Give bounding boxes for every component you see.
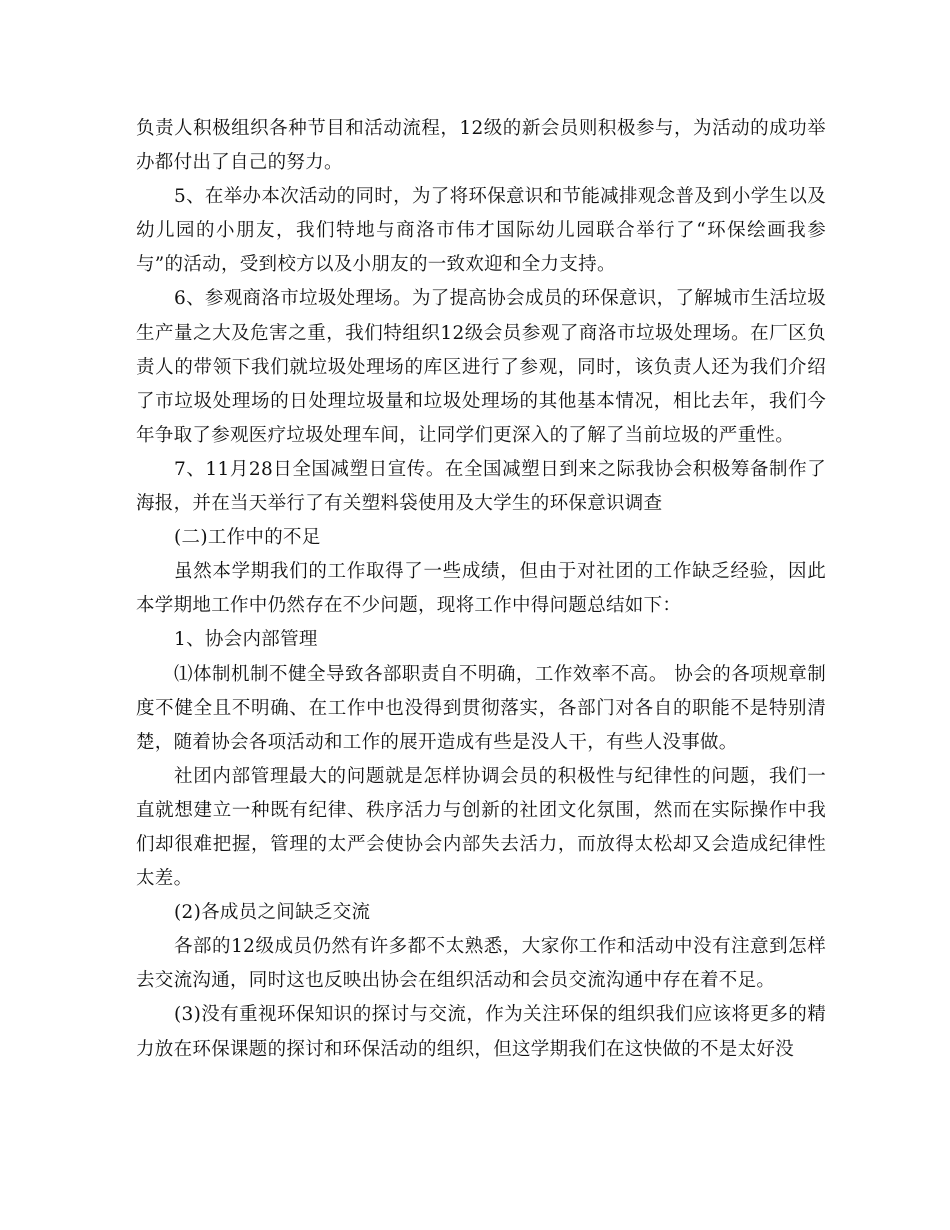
section-heading-shortcomings: (二)工作中的不足 — [174, 527, 321, 549]
subheading-internal-management: 1、协会内部管理 — [174, 629, 318, 651]
paragraph-institution-issue: ⑴体制机制不健全导致各部职责自不明确，工作效率不高。 协会的各项规章制度不健全且不明确、在工作中也没得到贯彻落实，各部门对各自的职能不是特别清楚，随着协会各项活动和工作的展开造成有些是没人干，有些人没事做。 — [136, 663, 826, 753]
paragraph-item-5: 5、在举办本次活动的同时，为了将环保意识和节能减排观念普及到小学生以及幼儿园的小朋友，我们特地与商洛市伟才国际幼儿园联合举行了“环保绘画我参与”的活动，受到校方以及小朋友的一致欢迎和全力支持。 — [136, 186, 826, 276]
document-body — [136, 112, 826, 1067]
paragraph-continuation: 负责人积极组织各种节目和活动流程，12级的新会员则积极参与，为活动的成功举办都付出了自己的努力。 — [136, 118, 826, 174]
paragraph-discipline-issue: 社团内部管理最大的问题就是怎样协调会员的积极性与纪律性的问题，我们一直就想建立一种既有纪律、秩序活力与创新的社团文化氛围，然而在实际操作中我们却很难把握，管理的太严会使协会内部失去活力，而放得太松却又会造成纪律性太差。 — [136, 765, 826, 890]
subheading-communication: (2)各成员之间缺乏交流 — [174, 902, 371, 924]
paragraph-shortcomings-intro: 虽然本学期我们的工作取得了一些成绩，但由于对社团的工作缺乏经验，因此本学期地工作中仍然存在不少问题，现将工作中得问题总结如下： — [136, 561, 826, 617]
paragraph-env-knowledge: (3)没有重视环保知识的探讨与交流，作为关注环保的组织我们应该将更多的精力放在环保课题的探讨和环保活动的组织，但这学期我们在这快做的不是太好没 — [136, 1004, 826, 1060]
paragraph-communication-body: 各部的12级成员仍然有许多都不太熟悉，大家你工作和活动中没有注意到怎样去交流沟通，同时这也反映出协会在组织活动和会员交流沟通中存在着不足。 — [136, 936, 826, 992]
paragraph-item-7: 7、11月28日全国减塑日宣传。在全国减塑日到来之际我协会积极筹备制作了海报，并在当天举行了有关塑料袋使用及大学生的环保意识调查 — [136, 458, 826, 515]
paragraph-item-6: 6、参观商洛市垃圾处理场。为了提高协会成员的环保意识，了解城市生活垃圾生产量之大及危害之重，我们特组织12级会员参观了商洛市垃圾处理场。在厂区负责人的带领下我们就垃圾处理场的库区进行了参观，同时，该负责人还为我们介绍了市垃圾处理场的日处理垃圾量和垃圾处理场的其他基本情况，相比去年，我们今年争取了参观医疗垃圾处理车间，让同学们更深入的了解了当前垃圾的严重性。 — [136, 288, 826, 446]
